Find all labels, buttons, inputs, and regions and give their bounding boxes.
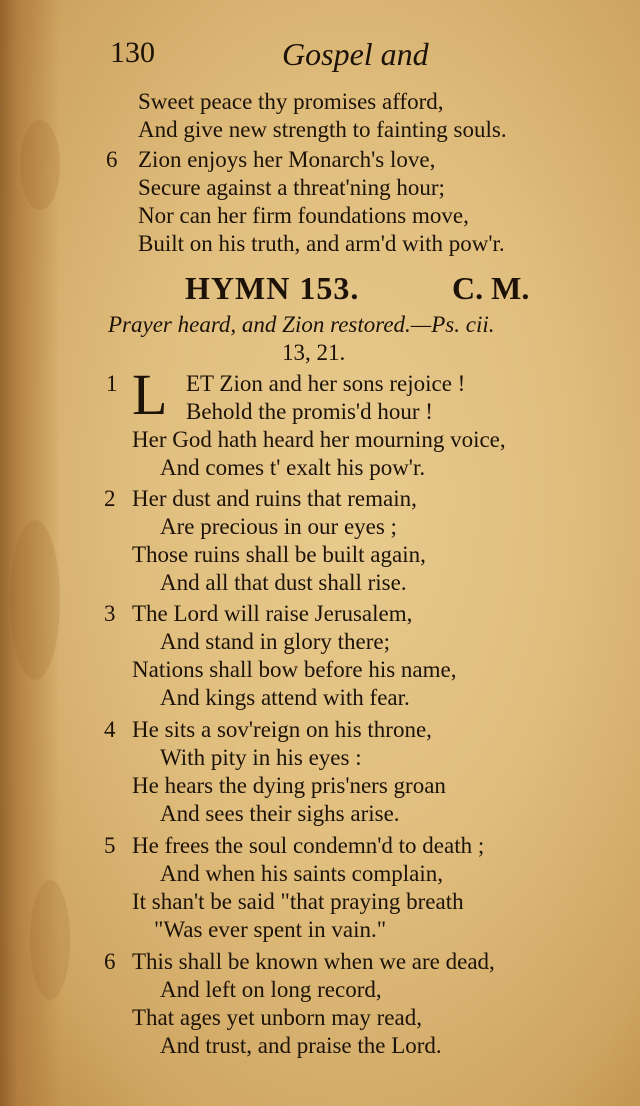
page-number: 130	[110, 36, 155, 69]
verse-line: Secure against a threat'ning hour;	[138, 175, 445, 200]
hymn-subtitle: Prayer heard, and Zion restored.—Ps. cii.	[108, 312, 495, 337]
verse-line: And stand in glory there;	[160, 629, 390, 654]
verse-line: And when his saints complain,	[160, 861, 443, 886]
stanza-number: 6	[106, 147, 118, 172]
verse-line: And sees their sighs arise.	[160, 801, 400, 826]
verse-line: Sweet peace thy promises afford,	[138, 89, 444, 114]
verse-line: "Was ever spent in vain."	[154, 917, 387, 942]
verse-line: And trust, and praise the Lord.	[160, 1033, 442, 1058]
stanza-number: 5	[104, 833, 116, 858]
stanza-number: 2	[104, 486, 116, 511]
stanza-number: 6	[104, 949, 116, 974]
foxing-stain	[30, 880, 70, 1000]
running-title: Gospel and	[282, 36, 429, 72]
verse-line: With pity in his eyes :	[160, 745, 362, 770]
verse-line: The Lord will raise Jerusalem,	[132, 601, 413, 626]
stanza-number: 1	[106, 371, 118, 396]
hymn-scripture-ref: 13, 21.	[282, 340, 346, 365]
hymn-title: HYMN 153.	[185, 270, 360, 306]
verse-line: Nations shall bow before his name,	[132, 657, 457, 682]
verse-line: Those ruins shall be built again,	[132, 542, 426, 567]
verse-line: This shall be known when we are dead,	[132, 949, 495, 974]
foxing-stain	[10, 520, 60, 680]
verse-line: Are precious in our eyes ;	[160, 514, 397, 539]
verse-line: He sits a sov'reign on his throne,	[132, 717, 432, 742]
verse-line: And give new strength to fainting souls.	[138, 117, 507, 142]
hymn-meter: C. M.	[452, 270, 530, 306]
verse-line: And left on long record,	[160, 977, 382, 1002]
verse-line: Built on his truth, and arm'd with pow'r.	[138, 231, 505, 256]
verse-line: Behold the promis'd hour !	[186, 399, 433, 424]
verse-line: Zion enjoys her Monarch's love,	[138, 147, 436, 172]
foxing-stain	[20, 120, 60, 210]
verse-line: He hears the dying pris'ners groan	[132, 773, 446, 798]
verse-line: It shan't be said "that praying breath	[132, 889, 464, 914]
verse-line: That ages yet unborn may read,	[132, 1005, 422, 1030]
verse-line: ET Zion and her sons rejoice !	[186, 371, 466, 396]
stanza-number: 4	[104, 717, 116, 742]
verse-line: Her God hath heard her mourning voice,	[132, 427, 506, 452]
verse-line: And kings attend with fear.	[160, 685, 410, 710]
verse-line: Her dust and ruins that remain,	[132, 486, 417, 511]
verse-line: Nor can her firm foundations move,	[138, 203, 469, 228]
stanza-number: 3	[104, 601, 116, 626]
verse-line: And comes t' exalt his pow'r.	[160, 455, 426, 480]
drop-capital: L	[132, 362, 168, 427]
verse-line: He frees the soul condemn'd to death ;	[132, 833, 485, 858]
verse-line: And all that dust shall rise.	[160, 570, 407, 595]
